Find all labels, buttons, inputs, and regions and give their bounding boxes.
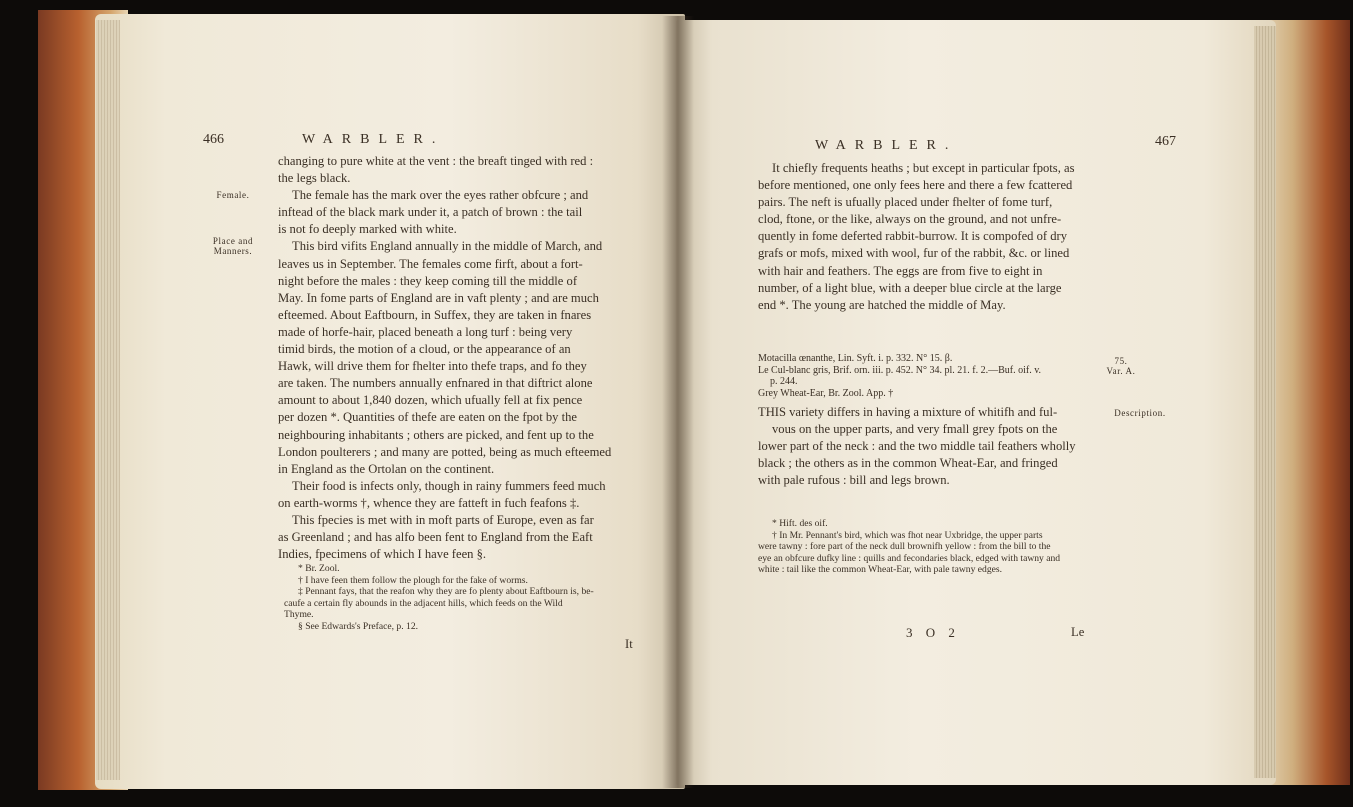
left-footnotes bbox=[284, 563, 594, 633]
text-line: on earth-worms †, whence they are fatteft in fuch feafons ‡. bbox=[278, 495, 580, 510]
text-line: in England as the Ortolan on the continent. bbox=[278, 461, 495, 476]
text-line: black ; the others as in the common Wheat-Ear, and fringed bbox=[758, 456, 1058, 471]
side-note-female: Female. bbox=[216, 190, 250, 200]
footnote: * Br. Zool. bbox=[298, 563, 340, 574]
text-line: changing to pure white at the vent : the breaft tinged with red : bbox=[278, 154, 594, 168]
text-line: with pale rufous : bill and legs brown. bbox=[758, 473, 950, 488]
text-line: leaves us in September. The females come firft, about a fort- bbox=[278, 256, 583, 271]
book-gutter bbox=[662, 16, 694, 788]
right-footnotes bbox=[758, 518, 1060, 576]
text-line: with hair and feathers. The eggs are from five to eight in bbox=[758, 263, 1043, 278]
footnote: eye an obfcure dufky line : quills and fecondaries black, edged with tawny and bbox=[758, 552, 1061, 564]
text-line: The female has the mark over the eyes rather obfcure ; and bbox=[292, 188, 589, 203]
right-page-edges bbox=[1254, 26, 1276, 778]
citation-line: p. 244. bbox=[770, 376, 798, 387]
text-line: before mentioned, one only fees here and there a few fcattered bbox=[758, 178, 1073, 193]
text-line: This fpecies is met with in moft parts of Europe, even as far bbox=[292, 512, 594, 527]
text-line: London poulterers ; and many are potted, being as much efteemed bbox=[278, 444, 612, 459]
text-line: inftead of the black mark under it, a patch of brown : the tail bbox=[278, 205, 583, 220]
text-line: efteemed. About Eaftbourn, in Suffex, they are taken in fnares bbox=[278, 307, 592, 322]
text-line: Indies, fpecimens of which I have feen §. bbox=[278, 547, 487, 562]
text-line: made of horfe-hair, placed beneath a long turf : being very bbox=[278, 324, 573, 339]
left-page-number: 466 bbox=[203, 132, 224, 147]
right-running-head: WARBLER. bbox=[815, 138, 958, 153]
footnote: † I have feen them follow the plough for the fake of worms. bbox=[298, 574, 528, 586]
left-catchword: It bbox=[625, 637, 633, 651]
footnote: ‡ Pennant fays, that the reafon why they are fo plenty about Eaftbourn is, be- bbox=[298, 586, 594, 598]
left-body-text bbox=[278, 153, 611, 563]
citation-line: Motacilla œnanthe, Lin. Syft. i. p. 332. N° 15. β. bbox=[758, 353, 953, 364]
footnote: were tawny : fore part of the neck dull brownifh yellow : from the bill to the bbox=[758, 541, 1051, 553]
text-line: THIS variety differs in having a mixture of whitifh and ful- bbox=[758, 405, 1058, 419]
text-line: the legs black. bbox=[278, 171, 351, 186]
side-note-description: Description. bbox=[1114, 408, 1166, 418]
text-line: pairs. The neft is ufually placed under fhelter of fome turf, bbox=[758, 195, 1053, 210]
right-page bbox=[676, 20, 1276, 785]
text-line: Hawk, will drive them for fhelter into thefe traps, and fo they bbox=[278, 359, 587, 374]
text-line: is not fo deeply marked with white. bbox=[278, 222, 457, 237]
synonymy-citations bbox=[758, 353, 1041, 399]
text-line: per dozen *. Quantities of thefe are eaten on the fpot by the bbox=[278, 410, 577, 425]
right-body-text bbox=[758, 160, 1075, 314]
right-catchword: Le bbox=[1071, 625, 1085, 639]
text-line: are taken. The numbers annually enfnared in that diftrict alone bbox=[278, 376, 593, 391]
left-running-head: WARBLER. bbox=[302, 132, 445, 147]
text-line: as Greenland ; and has alfo been fent to England from the Eaft bbox=[278, 530, 593, 545]
footnote: white : tail like the common Wheat-Ear, with pale tawny edges. bbox=[758, 564, 1003, 576]
signature-mark: 3 O 2 bbox=[906, 625, 960, 640]
variety-description bbox=[758, 404, 1076, 489]
text-line: end *. The young are hatched the middle of May. bbox=[758, 297, 1006, 312]
citation-line: Le Cul-blanc gris, Brif. orn. iii. p. 452. N° 34. pl. 21. f. 2.—Buf. oif. v. bbox=[758, 364, 1042, 376]
text-line: night before the males : they keep coming till the middle of bbox=[278, 273, 578, 288]
right-page-number: 467 bbox=[1155, 134, 1176, 149]
text-line: number, of a light blue, with a deeper blue circle at the large bbox=[758, 280, 1062, 295]
footnote: * Hift. des oif. bbox=[772, 518, 828, 529]
text-line: timid birds, the motion of a cloud, or the appearance of an bbox=[278, 342, 571, 357]
side-note-variety: 75. Var. A. bbox=[1106, 356, 1136, 376]
text-line: It chiefly frequents heaths ; but except in particular fpots, as bbox=[772, 161, 1075, 175]
side-note-place-and-manners: Place and Manners. bbox=[212, 236, 254, 256]
footnote: caufe a certain fly abounds in the adjacent hills, which feeds on the Wild bbox=[284, 597, 563, 609]
text-line: lower part of the neck : and the two middle tail feathers wholly bbox=[758, 439, 1076, 454]
text-line: quently in fome deferted rabbit-burrow. It is compofed of dry bbox=[758, 229, 1068, 244]
text-line: neighbouring inhabitants ; others are picked, and fent up to the bbox=[278, 427, 594, 442]
footnote: § See Edwards's Preface, p. 12. bbox=[298, 620, 419, 632]
citation-line: Grey Wheat-Ear, Br. Zool. App. † bbox=[758, 387, 894, 399]
text-line: amount to about 1,840 dozen, which ufually fell at fix pence bbox=[278, 393, 583, 408]
footnote: Thyme. bbox=[284, 609, 314, 621]
text-line: vous on the upper parts, and very fmall grey fpots on the bbox=[772, 422, 1058, 437]
left-page-edges bbox=[96, 20, 120, 780]
text-line: Their food is infects only, though in rainy fummers feed much bbox=[292, 478, 606, 493]
text-line: clod, ftone, or the like, always on the ground, and not unfre- bbox=[758, 212, 1062, 227]
text-line: grafs or mofs, mixed with wool, fur of the rabbit, &c. or lined bbox=[758, 246, 1070, 261]
text-line: This bird vifits England annually in the middle of March, and bbox=[292, 239, 603, 254]
footnote: † In Mr. Pennant's bird, which was fhot near Uxbridge, the upper parts bbox=[772, 529, 1043, 541]
text-line: May. In fome parts of England are in vaft plenty ; and are much bbox=[278, 290, 599, 305]
